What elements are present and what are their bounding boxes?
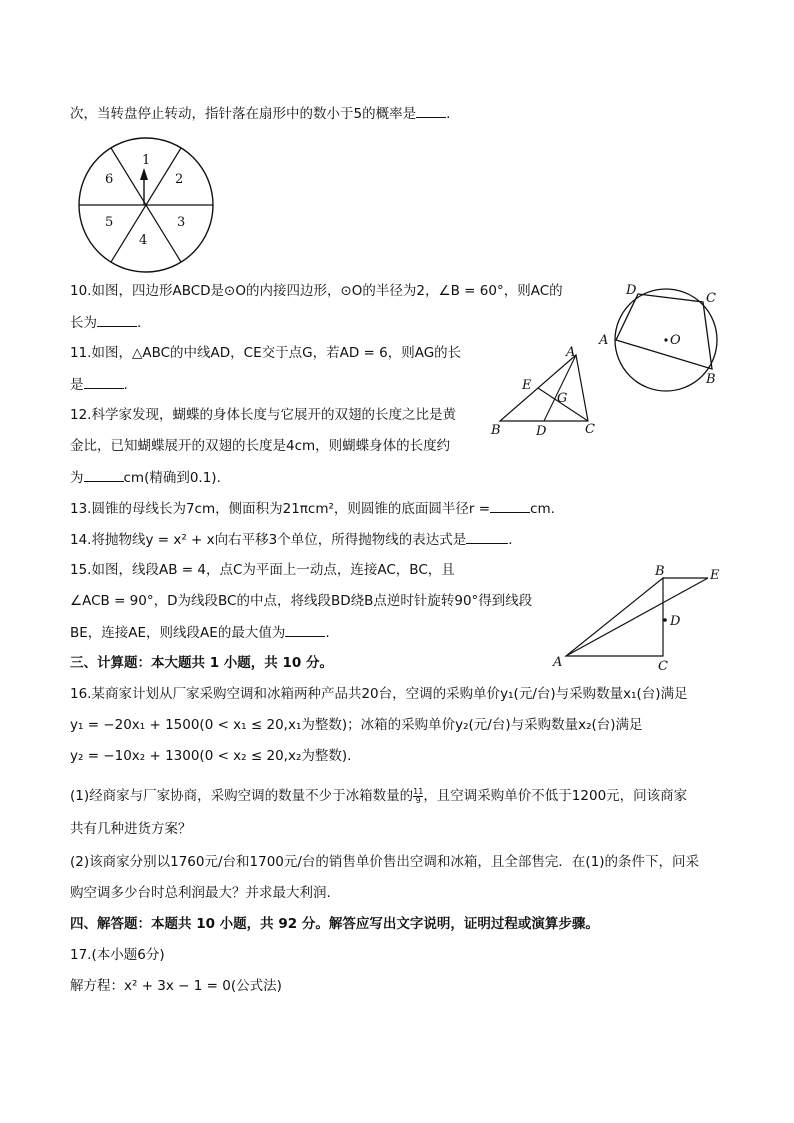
q16-line1: 16.某商家计划从厂家采购空调和冰箱两种产品共20台，空调的采购单价y₁(元/台)与采购数量x₁(台)满足 xyxy=(70,686,688,702)
answer-blank[interactable] xyxy=(466,530,508,544)
q16-line3: y₂ = −10x₂ + 1300(0 < x₂ ≤ 20,x₂为整数). xyxy=(70,748,352,764)
label-A: A xyxy=(566,345,576,360)
q11-triangle-figure xyxy=(486,345,606,441)
q15-line1: 15.如图，线段AB = 4，点C为平面上一动点，连接AC，BC，且 xyxy=(70,562,455,578)
q16-part1-line2: 共有几种进货方案？ xyxy=(70,821,192,837)
q15-line3 xyxy=(70,623,330,642)
q12-line3-post: cm(精确到0.1). xyxy=(123,470,221,486)
q16-part1-pre: (1)经商家与厂家协商，采购空调的数量不少于冰箱数量的 xyxy=(70,788,414,804)
answer-blank[interactable] xyxy=(490,499,530,513)
q15-line3-text: BE，连接AE，则线段AE的最大值为 xyxy=(70,625,286,641)
section3-title: 三、计算题： xyxy=(70,655,151,671)
q14-text: 14.将抛物线y = x² + x向右平移3个单位，所得抛物线的表达式是 xyxy=(70,532,467,548)
q13-line xyxy=(70,499,555,518)
section4-heading xyxy=(70,915,599,933)
sector-label-1: 1 xyxy=(142,153,151,168)
sector-label-6: 6 xyxy=(105,172,114,187)
q16-line2: y₁ = −20x₁ + 1500(0 < x₁ ≤ 20,x₁为整数)；冰箱的采购单价y₂(元/台)与采购数量x₂(台)满足 xyxy=(70,717,643,733)
q15-end: . xyxy=(325,625,330,641)
q10-line1: 10.如图，四边形ABCD是⊙O的内接四边形，⊙O的半径为2，∠B = 60°，则AC的 xyxy=(70,283,563,299)
q11-line2 xyxy=(70,375,128,394)
q9-text-line xyxy=(70,104,450,123)
label-G: G xyxy=(557,391,568,406)
fraction-denominator: 9 xyxy=(415,795,421,805)
q12-line1: 12.科学家发现，蝴蝶的身体长度与它展开的双翅的长度之比是黄 xyxy=(70,407,456,423)
q12-line3-pre: 为 xyxy=(70,470,84,486)
q17-header: 17.(本小题6分) xyxy=(70,947,165,963)
section4-title: 四、解答题： xyxy=(70,916,151,932)
q10-circle-figure xyxy=(596,282,736,390)
label-C: C xyxy=(706,291,716,306)
answer-blank[interactable] xyxy=(84,375,124,389)
section3-heading xyxy=(70,654,333,672)
q16-part2-line2: 购空调多少台时总利润最大？并求最大利润. xyxy=(70,885,331,901)
answer-blank[interactable] xyxy=(285,623,325,637)
label-E: E xyxy=(710,568,720,583)
section3-desc: 本大题共 1 小题，共 10 分。 xyxy=(151,655,333,671)
q11-line1: 11.如图，△ABC的中线AD，CE交于点G，若AD = 6，则AG的长 xyxy=(70,345,462,361)
q11-line2-text: 是 xyxy=(70,377,84,393)
q10-line2 xyxy=(70,313,141,332)
sector-label-2: 2 xyxy=(175,172,184,187)
q17-text: 解方程：x² + 3x − 1 = 0(公式法) xyxy=(70,978,282,994)
answer-blank[interactable] xyxy=(97,313,137,327)
label-C: C xyxy=(658,659,668,674)
label-A: A xyxy=(553,655,563,670)
label-C: C xyxy=(585,422,595,437)
q13-end: cm. xyxy=(530,501,555,517)
q14-end: . xyxy=(508,532,513,548)
q12-line3 xyxy=(70,468,221,487)
q10-line2-text: 长为 xyxy=(70,315,97,331)
label-O: O xyxy=(670,333,681,348)
sector-label-5: 5 xyxy=(105,215,114,230)
q15-line2: ∠ACB = 90°，D为线段BC的中点，将线段BD绕B点逆时针旋转90°得到线段 xyxy=(70,593,533,609)
q12-line2: 金比，已知蝴蝶展开的双翅的长度是4cm，则蝴蝶身体的长度约 xyxy=(70,438,451,454)
q10-end: . xyxy=(137,315,142,331)
fraction-numerator: 11 xyxy=(413,786,424,796)
q11-end: . xyxy=(123,377,128,393)
q9-end: . xyxy=(446,106,451,122)
label-D: D xyxy=(536,424,547,439)
label-D: D xyxy=(626,283,637,298)
section4-desc: 本题共 10 小题，共 92 分。解答应写出文字说明，证明过程或演算步骤。 xyxy=(151,916,599,932)
label-B: B xyxy=(655,564,665,579)
q15-figure xyxy=(548,562,728,674)
sector-label-3: 3 xyxy=(177,215,186,230)
label-E: E xyxy=(522,378,532,393)
spinner-figure xyxy=(76,138,216,272)
q14-line xyxy=(70,530,513,549)
label-B: B xyxy=(491,423,501,438)
q16-part1-line1 xyxy=(70,787,687,805)
q16-part2-line1: (2)该商家分别以1760元/台和1700元/台的销售单价售出空调和冰箱，且全部售完．在(1)的条件下，问采 xyxy=(70,854,700,870)
sector-label-4: 4 xyxy=(139,233,148,248)
q16-part1-post: ，且空调采购单价不低于1200元，问该商家 xyxy=(423,788,688,804)
fraction xyxy=(413,788,423,805)
label-B: B xyxy=(706,372,716,387)
answer-blank[interactable] xyxy=(416,104,446,118)
label-D: D xyxy=(670,614,681,629)
answer-blank[interactable] xyxy=(84,468,124,482)
q13-text: 13.圆锥的母线长为7cm，侧面积为21πcm²，则圆锥的底面圆半径r = xyxy=(70,501,491,517)
q9-text: 次，当转盘停止转动，指针落在扇形中的数小于5的概率是 xyxy=(70,106,417,122)
label-A: A xyxy=(599,333,609,348)
